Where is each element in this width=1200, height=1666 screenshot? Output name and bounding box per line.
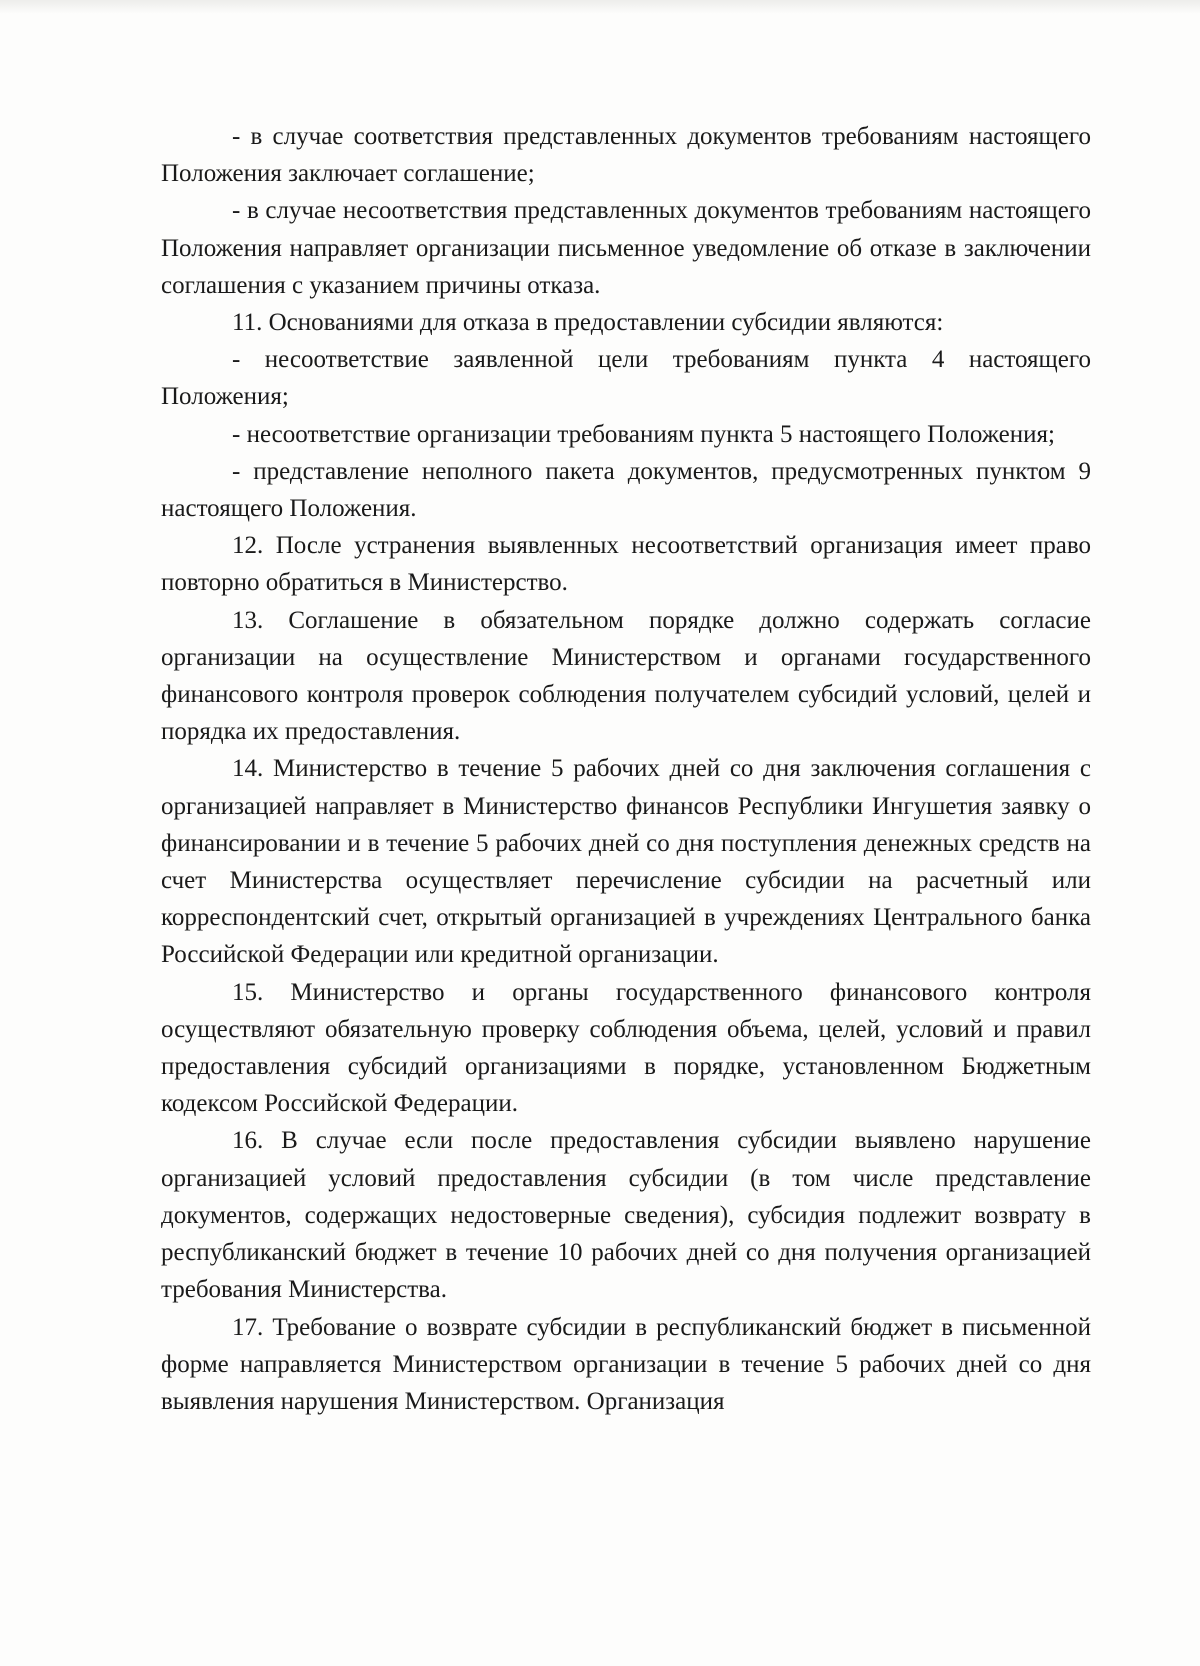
paragraph-13: 13. Соглашение в обязательном порядке должно содержать согласие организации на осуществление Министерством и органами государственного финансового контроля проверок соблюдения получателем субсидий условий, целей и порядка их предоставления. xyxy=(161,606,1091,746)
paragraph-11-item-goal: - несоответствие заявленной цели требованиям пункта 4 настоящего Положения; xyxy=(161,346,1091,411)
paragraph-11-item-organization: - несоответствие организации требованиям пункта 5 настоящего Положения; xyxy=(232,420,1055,448)
paragraph-11-refusal-grounds: 11. Основаниями для отказа в предоставлении субсидии являются: xyxy=(232,309,944,337)
paragraph-14: 14. Министерство в течение 5 рабочих дней со дня заключения соглашения с организацией направляет в Министерство финансов Республики Ингушетия заявку о финансировании и в течение 5 рабочих дней со дня поступления денежных средств на счет Министерства осуществляет перечисление субсидии на расчетный или корреспондентский счет, открытый организацией в учреждениях Центрального банка Российской Федерации или кредитной организации. xyxy=(161,755,1091,969)
paragraph-17: 17. Требование о возврате субсидии в республиканский бюджет в письменной форме направляется Министерством организации в течение 5 рабочих дней со дня выявления нарушения Министерством. Организация xyxy=(161,1313,1091,1415)
paragraph-conformity: - в случае соответствия представленных документов требованиям настоящего Положения заключает соглашение; xyxy=(161,123,1091,188)
paragraph-12: 12. После устранения выявленных несоответствий организация имеет право повторно обратиться в Министерство. xyxy=(161,532,1091,597)
paragraph-15: 15. Министерство и органы государственного финансового контроля осуществляют обязательную проверку соблюдения объема, целей, условий и правил предоставления субсидий организациями в порядке, установленном Бюджетным кодексом Российской Федерации. xyxy=(161,978,1091,1118)
paragraph-nonconformity: - в случае несоответствия представленных документов требованиям настоящего Положения направляет организации письменное уведомление об отказе в заключении соглашения с указанием причины отказа. xyxy=(161,197,1091,299)
paragraph-16: 16. В случае если после предоставления субсидии выявлено нарушение организацией условий предоставления субсидии (в том числе представление документов, содержащих недостоверные сведения), субсидия подлежит возврату в республиканский бюджет в течение 10 рабочих дней со дня получения организацией требования Министерства. xyxy=(161,1127,1091,1304)
paragraph-11-item-documents: - представление неполного пакета документов, предусмотренных пунктом 9 настоящего Положения. xyxy=(161,457,1091,523)
scan-edge xyxy=(0,0,1200,14)
document-body xyxy=(161,118,1091,1420)
